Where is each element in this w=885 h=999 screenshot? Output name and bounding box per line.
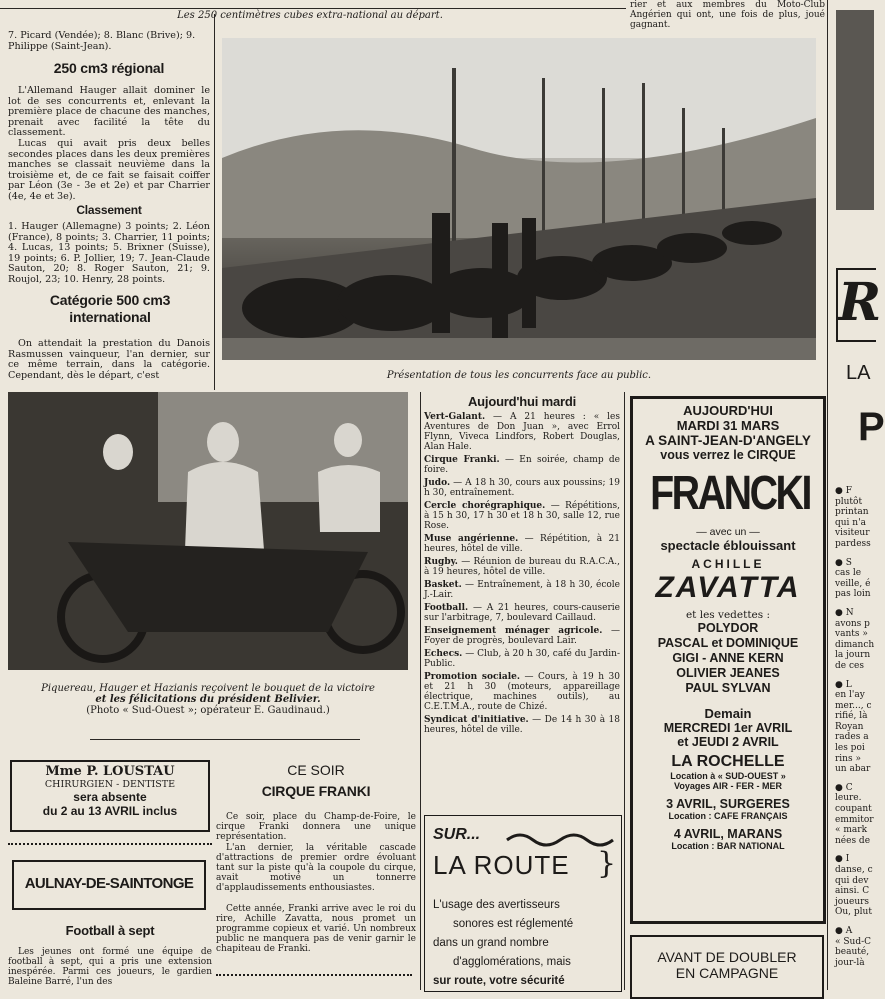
agenda-item-text: — De 14 h 30 à 18 heures, hôtel de ville. — [424, 715, 621, 735]
top-rule — [0, 8, 626, 9]
doubler-line: AVANT DE DOUBLER — [657, 949, 797, 965]
dotted-separator — [8, 843, 212, 845]
agenda-item-text: — Réunion de bureau du R.A.C.A., à 19 heures, hôtel de ville. — [424, 557, 620, 577]
right-edge-fragment: rifié, là — [835, 711, 868, 722]
photo2-caption-1: Piquereau, Hauger et Hazianis reçoivent le bouquet de la victoire — [41, 683, 375, 694]
right-edge-fragment: ● F — [835, 486, 852, 496]
agenda-item — [424, 649, 620, 669]
cirque-ad-line: Demain — [704, 706, 752, 721]
route-title: LA ROUTE — [433, 850, 570, 880]
route-line: d'agglomérations, mais — [453, 956, 571, 968]
right-edge-fragment: emmitor — [835, 814, 874, 825]
right-edge-fragment: pardess — [835, 538, 871, 549]
paragraph: Lucas qui avait pris deux belles secondes places dans les deux premières manches se classait neuvième dans la troisième et, de ce fait se faisait coiffer par Léon (3e - 3e et 2e) et par Charrier (4e, 4e et 3e). — [8, 138, 210, 202]
cirque-ad-line: et les vedettes : — [685, 609, 771, 621]
right-edge-fragment: ● I — [835, 854, 850, 865]
agenda-item-text: — A 21 heures, cours-causerie sur l'arbitrage, 7, boulevard Caillaud. — [424, 603, 620, 623]
route-ad — [424, 815, 622, 992]
top-right-snippet: rier et aux membres du Moto-Club Angérien qui ont, une fois de plus, joué gagnant. — [630, 0, 825, 30]
agenda-item-name: Enseignement ménager agricole. — [424, 626, 603, 636]
cirque-ad-line: et JEUDI 2 AVRIL — [677, 735, 779, 749]
route-line: sur route, votre sécurité — [433, 975, 565, 987]
agenda-item-name: Cirque Franki. — [424, 455, 500, 465]
ce-soir-p1: Ce soir, place du Champ-de-Foire, le cirque Franki donnera une unique représentation. — [216, 812, 416, 842]
right-edge-la: LA — [846, 362, 871, 384]
agenda-item-text: — Cours, à 19 h 30 et 21 h 30 (moteurs, appareillage électrique, machines outils), au C.E.T.M.A., route de Chizé. — [424, 672, 620, 712]
cirque-ad-line: ACHILLE — [691, 557, 765, 571]
column-rule — [214, 14, 215, 390]
photo1-caption: Présentation de tous les concurrents face au public. — [386, 370, 652, 381]
classement-list: 1. Hauger (Allemagne) 3 points; 2. Léon (France), 8 points; 3. Charrier, 11 points; 4. Lucas, 13 points; 5. Brixner (Suisse), 19 points; 6. P. Jollier, 19; 7. Jean-Claude Sauton, 20; 8. Roger Sauton, 21; 9. Roujol, 23; 10. Henry, 28 points. — [8, 221, 210, 285]
agenda-item-name: Syndicat d'initiative. — [424, 715, 529, 725]
agenda-item-text: — Répétitions, à 15 h 30, 17 h 30 et 18 h 30, salle 12, rue Rose. — [424, 501, 620, 531]
separator — [90, 739, 360, 740]
zavatta-name: ZAVATTA — [655, 571, 801, 604]
cirque-ad-line: Location : BAR NATIONAL — [671, 841, 785, 851]
agenda-item-name: Muse angérienne. — [424, 534, 519, 544]
cirque-ad-line: Location à « SUD-OUEST » — [670, 771, 786, 781]
agenda-item-text: — Entraînement, à 18 h 30, école J.-Lair. — [424, 580, 620, 600]
cirque-ad-line: MERCREDI 1er AVRIL — [663, 721, 793, 735]
route-sur: SUR... — [433, 826, 481, 843]
agenda-item — [424, 412, 620, 452]
agenda-item — [424, 501, 620, 531]
right-edge-fragment: ● N — [835, 607, 854, 618]
right-edge-fragment: veille, é — [835, 578, 871, 589]
loustau-line1: sera absente — [73, 790, 147, 804]
right-edge-photo — [836, 10, 874, 210]
right-edge-fragment: les poi — [835, 743, 865, 754]
agenda-item — [424, 715, 620, 735]
ce-soir-heading: CE SOIR — [287, 762, 345, 778]
loustau-role: CHIRURGIEN - DENTISTE — [44, 779, 176, 790]
right-edge-fragment: visiteur — [835, 528, 870, 539]
right-edge-fragment: qui n'a — [835, 517, 866, 528]
right-edge-fragment: qui dev — [835, 875, 869, 886]
agenda-item-text: — Club, à 20 h 30, café du Jardin-Public. — [424, 649, 620, 669]
column-rule — [827, 0, 828, 990]
agenda-item-name: Cercle chorégraphique. — [424, 501, 546, 511]
cirque-ad-line: POLYDOR — [697, 621, 759, 635]
cirque-ad-line: AUJOURD'HUI — [683, 403, 773, 418]
paragraph: L'Allemand Hauger allait dominer le lot de ses concurrents et, enlevant la première place de chacune des manches, prenait avec facilité la tête du classement. — [8, 85, 210, 139]
agenda-item-name: Football. — [424, 603, 469, 613]
right-edge-fragment: ainsi. C — [835, 886, 870, 897]
results-intro: 7. Picard (Vendée); 8. Blanc (Brive); 9. Philippe (Saint-Jean). — [8, 30, 196, 52]
cirque-ad — [630, 396, 826, 924]
top-caption: Les 250 centimètres cubes extra-national au départ. — [177, 10, 443, 21]
aulnay-box — [12, 860, 206, 910]
doubler-ad — [630, 935, 824, 999]
cirque-ad-line: PASCAL et DOMINIQUE — [657, 636, 799, 650]
agenda-item-name: Basket. — [424, 580, 462, 590]
right-edge-text — [835, 478, 874, 990]
dotted-separator — [216, 974, 412, 976]
photo-winners-drawing — [8, 392, 408, 670]
right-edge-fragment: « mark — [835, 825, 868, 836]
right-edge-fragment: ● C — [835, 782, 853, 793]
agenda-item-text: — A 18 h 30, cours aux poussins; 19 h 30, entraînement. — [424, 478, 620, 498]
agenda-item-text: — Foyer de progrès, boulevard Lair. — [424, 626, 620, 646]
right-edge-fragment: danse, c — [835, 865, 873, 875]
aujourdhui-heading: Aujourd'hui mardi — [467, 394, 577, 409]
cirque-ad-line: vous verrez le CIRQUE — [660, 448, 796, 462]
route-line: L'usage des avertisseurs — [433, 899, 560, 911]
right-edge-fragment: ● S — [835, 557, 852, 568]
agenda-item — [424, 557, 620, 577]
photo2-credit: (Photo « Sud-Ouest »; opérateur E. Gaudinaud.) — [86, 705, 330, 716]
cirque-ad-line: PAUL SYLVAN — [685, 681, 771, 695]
football-text: Les jeunes ont formé une équipe de football à sept, qui a pris une extension inespérée. Parmi ces joueurs, le gardien Baleine Barré, l'un des — [8, 947, 212, 987]
right-edge-fragment: vants » — [835, 629, 868, 640]
right-edge-logo: R — [836, 268, 876, 342]
right-edge-fragment: leure. — [835, 793, 862, 804]
photo-riders-lineup — [222, 38, 816, 360]
cirque-ad-line: — avec un — — [696, 526, 760, 538]
right-edge-fragment: ● A — [835, 925, 853, 936]
right-edge-fragment: mer..., c — [835, 700, 872, 711]
right-edge-fragment: cas le — [835, 568, 862, 579]
doubler-line: EN CAMPAGNE — [675, 965, 779, 981]
cirque-ad-line: spectacle éblouissant — [660, 538, 796, 553]
cirque-ad-line: 3 AVRIL, SURGERES — [666, 797, 790, 811]
agenda-item — [424, 626, 620, 646]
agenda-item-text: — En soirée, champ de foire. — [424, 455, 620, 475]
loustau-name: Mme P. LOUSTAU — [45, 764, 175, 779]
agenda-item — [424, 603, 620, 623]
photo-winners — [8, 392, 408, 670]
right-edge-fragment: rades a — [835, 732, 869, 743]
heading-500-international: Catégorie 500 cm3 international — [49, 292, 171, 325]
cirque-name: FRANCKI — [650, 467, 810, 520]
ce-soir-p2: L'an dernier, la véritable cascade d'attractions de premier ordre évoluant tant sur la piste qu'à la coupole du cirque, avait motivé un tonnerre d'applaudissements enthousiastes. — [216, 843, 416, 893]
right-edge-fragment: printan — [835, 507, 869, 518]
agenda-item-name: Promotion sociale. — [424, 672, 521, 682]
photo2-caption-2: et les félicitations du président Belivier. — [95, 694, 321, 705]
paragraph: On attendait la prestation du Danois Rasmussen vainqueur, l'an dernier, sur ce même terrain, dans la catégorie. Cependant, dès le départ, c'est — [8, 338, 210, 381]
agenda-item — [424, 672, 620, 712]
right-edge-fragment: coupant — [835, 804, 872, 815]
right-edge-fragment: Royan — [835, 721, 864, 732]
loustau-line2: du 2 au 13 AVRIL inclus — [42, 804, 178, 818]
agenda-item — [424, 455, 620, 475]
agenda-item-text: — A 21 heures : « les Aventures de Don Juan », avec Errol Flynn, Viveca Lindfors, Robert Douglas, Alan Hale. — [424, 412, 620, 452]
right-edge-fragment: jour-là — [835, 957, 865, 968]
right-edge-fragment: Ou, plut — [835, 907, 872, 918]
agenda-item-text: — Répétition, à 21 heures, hôtel de ville. — [424, 534, 620, 554]
agenda-item-name: Vert-Galant. — [424, 412, 486, 422]
cirque-ad-line: A SAINT-JEAN-D'ANGELY — [645, 433, 811, 448]
right-edge-fragment: en l'ay — [835, 690, 865, 701]
agenda-item — [424, 534, 620, 554]
cirque-ad-line: LA ROCHELLE — [671, 753, 785, 770]
right-edge-fragment: pas loin — [835, 589, 871, 600]
photo-riders-lineup-drawing — [222, 38, 816, 360]
right-edge-big: P — [858, 405, 885, 449]
column-rule — [624, 392, 625, 990]
heading-250-regional: 250 cm3 régional — [53, 60, 165, 76]
right-edge-fragment: joueurs — [835, 896, 870, 907]
cirque-ad-line: GIGI - ANNE KERN — [672, 651, 784, 665]
route-text — [433, 896, 615, 991]
football-heading: Football à sept — [65, 923, 155, 938]
aujourdhui-list — [424, 412, 620, 738]
agenda-item — [424, 580, 620, 600]
route-line: sonores est réglementé — [453, 918, 574, 930]
right-edge-fragment: la journ — [835, 650, 871, 661]
agenda-item-name: Echecs. — [424, 649, 463, 659]
agenda-item-name: Judo. — [424, 478, 451, 488]
agenda-item-name: Rugby. — [424, 557, 458, 567]
agenda-item — [424, 478, 620, 498]
cirque-ad-line: OLIVIER JEANES — [676, 666, 780, 680]
right-edge-fragment: « Sud-C — [835, 936, 872, 947]
right-edge-fragment: dimanch — [835, 639, 875, 650]
right-edge-fragment: plutôt — [835, 496, 863, 507]
cirque-franki-heading: CIRQUE FRANKI — [261, 783, 371, 799]
right-edge-fragment: rins » — [835, 753, 861, 764]
cirque-ad-line: Voyages AIR - FER - MER — [673, 781, 782, 791]
right-edge-fragment: ● L — [835, 679, 852, 690]
right-edge-fragment: un abar — [835, 764, 871, 775]
right-edge-fragment: beauté, — [835, 947, 870, 958]
right-edge-fragment: nées de — [835, 835, 871, 846]
ce-soir-p3: Cette année, Franki arrive avec le roi du rire, Achille Zavatta, nous promet un programme copieux et varié. Un nombreux public ne manquera pas de venir garnir le chapiteau de Franki. — [216, 904, 416, 954]
cirque-ad-line: Location : CAFE FRANÇAIS — [668, 811, 788, 821]
brace-decoration: } — [597, 846, 617, 881]
loustau-ad — [10, 760, 210, 832]
aulnay-title: AULNAY-DE-SAINTONGE — [24, 875, 194, 892]
route-line: dans un grand nombre — [433, 937, 549, 949]
column-rule — [420, 392, 421, 990]
right-edge-fragment: avons p — [835, 618, 870, 629]
heading-classement: Classement — [76, 203, 142, 217]
right-edge-fragment: de ces — [835, 660, 864, 671]
cirque-ad-line: MARDI 31 MARS — [676, 418, 780, 433]
cirque-ad-line: 4 AVRIL, MARANS — [673, 827, 783, 841]
